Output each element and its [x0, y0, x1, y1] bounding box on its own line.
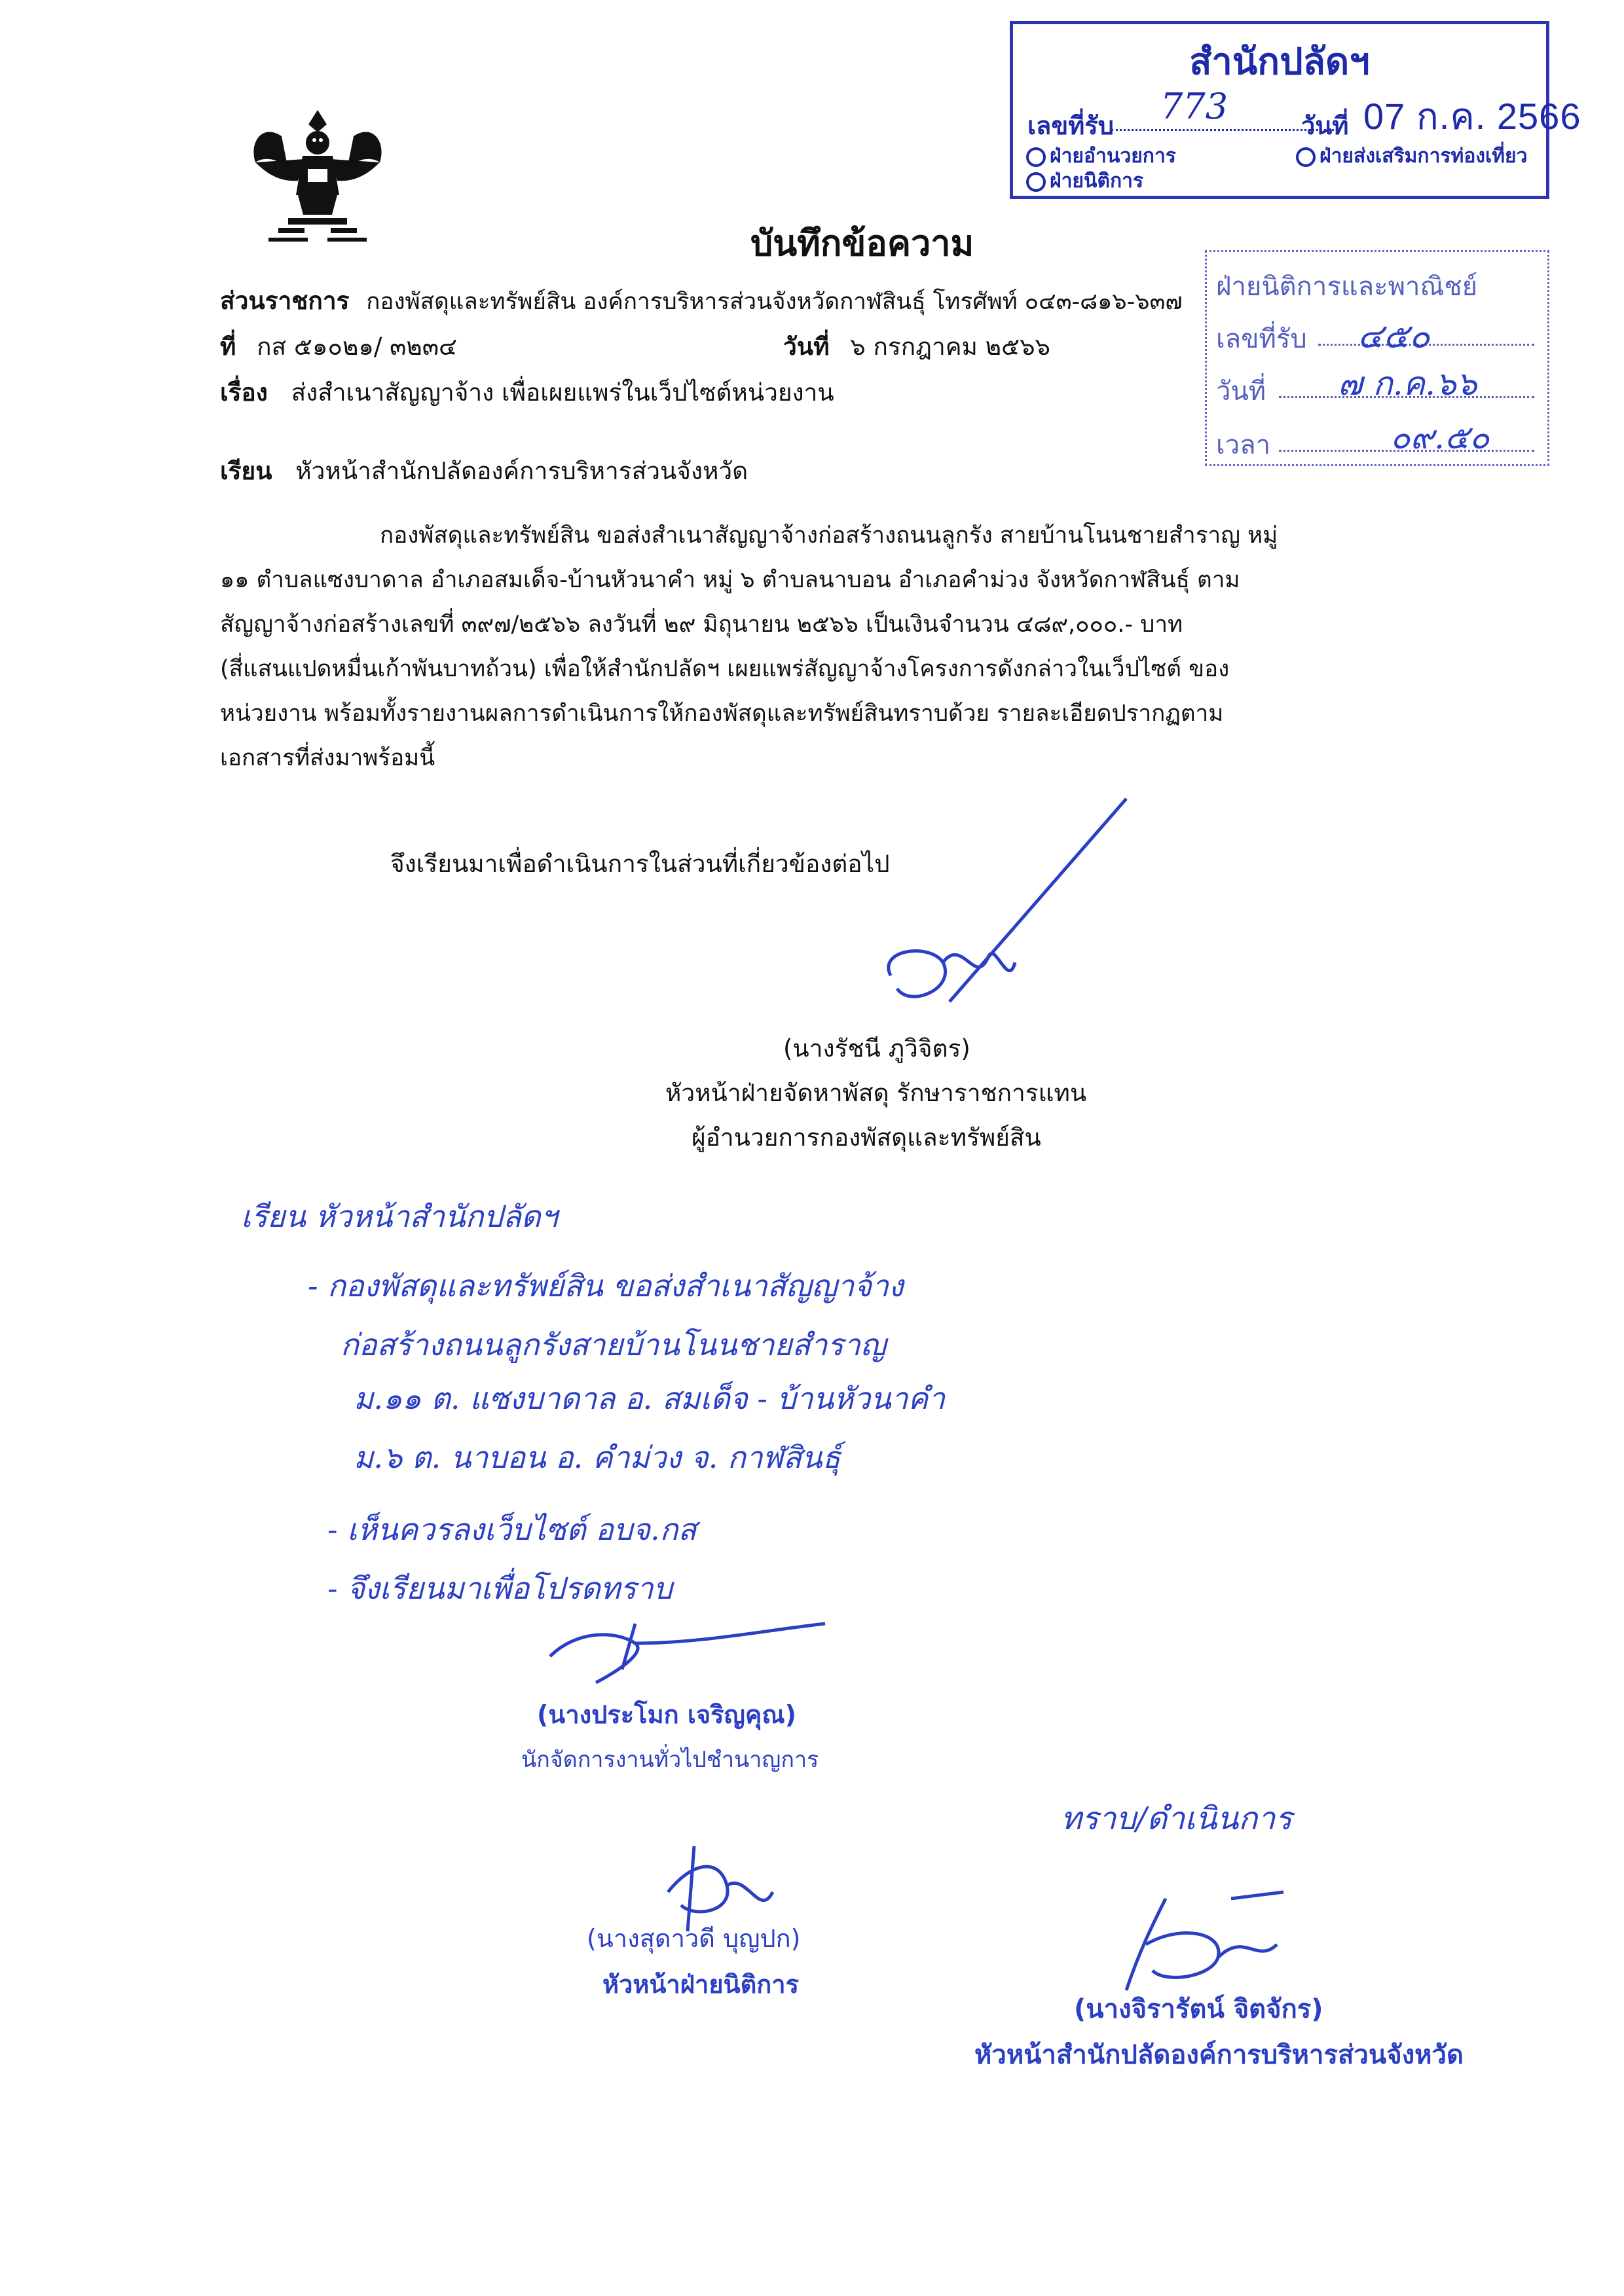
- stamp-number-value: 773: [1160, 86, 1228, 127]
- dept-line: [220, 282, 1183, 320]
- radio-circle-icon: [1026, 147, 1046, 167]
- approval-note: ทราบ/ดำเนินการ: [1061, 1800, 1292, 1837]
- stamp2-title: ฝ่ายนิติการและพาณิชย์: [1216, 272, 1478, 301]
- stamp2-number-value: ๔๕๐: [1357, 317, 1430, 356]
- note-line-7: - จึงเรียนมาเพื่อโปรดทราบ: [327, 1571, 673, 1606]
- note-line-3: ก่อสร้างถนนลูกรังสายบ้านโนนชายสำราญ: [341, 1327, 887, 1362]
- date-label: วันที่: [783, 333, 830, 361]
- stamp-option-tourism: ฝ่ายส่งเสริมการท่องเที่ยว: [1296, 141, 1527, 172]
- radio-circle-icon: [1026, 172, 1046, 192]
- signer-position-1: หัวหน้าฝ่ายจัดหาพัสดุ รักษาราชการแทน: [665, 1079, 1087, 1107]
- note-line-6: - เห็นควรลงเว็บไซต์ อบจ.กส: [327, 1512, 697, 1547]
- stamp-number-dots: [1111, 129, 1334, 131]
- stamp-title: สำนักปลัดฯ: [1189, 41, 1370, 82]
- to-label: เรียน: [220, 457, 272, 485]
- subject-value: ส่งสำเนาสัญญาจ้าง เพื่อเผยแพร่ในเว็ปไซต์หน่วยงาน: [291, 378, 834, 407]
- radio-circle-icon: [1296, 147, 1316, 167]
- signer1-position: นักจัดการงานทั่วไปชำนาญการ: [521, 1747, 819, 1773]
- signer2-name: (นางสุดาวดี บุญปก): [587, 1924, 801, 1953]
- stamp2-date-value: ๗ ก.ค.๖๖: [1338, 365, 1477, 403]
- subject-line: [220, 373, 834, 412]
- dept-value: กองพัสดุและทรัพย์สิน องค์การบริหารส่วนจังหวัดกาฬสินธุ์ โทรศัพท์ ๐๔๓-๘๑๖-๖๓๗: [366, 289, 1183, 315]
- stamp-option-admin: ฝ่ายอำนวยการ: [1026, 141, 1176, 172]
- note-line-1: เรียน หัวหน้าสำนักปลัดฯ: [241, 1199, 558, 1234]
- ref-line: [220, 327, 457, 366]
- body-line-4: (สี่แสนแปดหมื่นเก้าพันบาทถ้วน) เพื่อให้สำนักปลัดฯ เผยแพร่สัญญาจ้างโครงการดังกล่าวในเว็ปไซต์ ของ: [220, 656, 1230, 682]
- legal-division-stamp: [1205, 250, 1549, 466]
- signer1-name: (นางประโมก เจริญคุณ): [537, 1700, 796, 1729]
- body-line-5: หน่วยงาน พร้อมทั้งรายงานผลการดำเนินการให้กองพัสดุและทรัพย์สินทราบด้วย รายละเอียดปรากฏตาม: [220, 701, 1224, 727]
- signature-4: [1113, 1872, 1310, 2003]
- ref-label: ที่: [220, 333, 236, 361]
- stamp2-time-label: เวลา: [1216, 431, 1271, 460]
- body-line-2: ๑๑ ตำบลแซงบาดาล อำเภอสมเด็จ-บ้านหัวนาคำ หมู่ ๖ ตำบลนาบอน อำเภอคำม่วง จังหวัดกาฬสินธุ์ ตาม: [220, 567, 1240, 593]
- signer3-name: (นางจิรารัตน์ จิตจักร): [1074, 1994, 1323, 2024]
- received-stamp: [1010, 21, 1581, 199]
- closing-line: จึงเรียนมาเพื่อดำเนินการในส่วนที่เกี่ยวข้องต่อไป: [390, 850, 890, 878]
- stamp-option-legal: ฝ่ายนิติการ: [1026, 166, 1143, 196]
- stamp-number-row: [1027, 105, 1114, 145]
- stamp-number-label: เลขที่รับ: [1027, 113, 1114, 140]
- signature-2: [537, 1617, 838, 1696]
- stamp2-time-value: ๐๙.๕๐: [1390, 418, 1490, 456]
- subject-label: เรื่อง: [220, 378, 268, 407]
- to-line: [220, 452, 748, 490]
- note-line-4: ม.๑๑ ต. แซงบาดาล อ. สมเด็จ - บ้านหัวนาคำ: [354, 1381, 946, 1416]
- to-value: หัวหน้าสำนักปลัดองค์การบริหารส่วนจังหวัด: [295, 457, 748, 485]
- ref-value: กส ๕๑๐๒๑/ ๓๒๓๔: [257, 333, 458, 361]
- date-value: ๖ กรกฎาคม ๒๕๖๖: [850, 333, 1051, 361]
- date-line: [783, 327, 1050, 366]
- note-line-2: - กองพัสดุและทรัพย์สิน ขอส่งสำเนาสัญญาจ้าง: [308, 1268, 904, 1303]
- signer3-position: หัวหน้าสำนักปลัดองค์การบริหารส่วนจังหวัด: [974, 2040, 1464, 2070]
- signer2-position: หัวหน้าฝ่ายนิติการ: [602, 1970, 800, 1999]
- signer-name: (นางรัชนี ภูวิจิตร): [783, 1034, 970, 1063]
- stamp-date-value: 07 ก.ค. 2566: [1363, 96, 1581, 137]
- signature-1: [851, 792, 1153, 1028]
- signer-position-2: ผู้อำนวยการกองพัสดุและทรัพย์สิน: [692, 1123, 1041, 1152]
- body-line-3: สัญญาจ้างก่อสร้างเลขที่ ๓๙๗/๒๕๖๖ ลงวันที่ ๒๙ มิถุนายน ๒๕๖๖ เป็นเงินจำนวน ๔๘๙,๐๐๐.- บาท: [220, 611, 1183, 638]
- body-line-6: เอกสารที่ส่งมาพร้อมนี้: [220, 745, 435, 771]
- garuda-emblem-icon: [242, 97, 393, 247]
- memo-heading: บันทึกข้อความ: [750, 223, 974, 264]
- stamp2-number-label: เลขที่รับ: [1216, 325, 1307, 354]
- note-line-5: ม.๖ ต. นาบอน อ. คำม่วง จ. กาฬสินธุ์: [354, 1440, 841, 1475]
- stamp-date-label: วันที่: [1301, 113, 1349, 140]
- body-line-1: กองพัสดุและทรัพย์สิน ขอส่งสำเนาสัญญาจ้างก่อสร้างถนนลูกรัง สายบ้านโนนชายสำราญ หมู่: [380, 522, 1278, 549]
- dept-label: ส่วนราชการ: [220, 287, 350, 315]
- stamp2-date-label: วันที่: [1216, 377, 1266, 406]
